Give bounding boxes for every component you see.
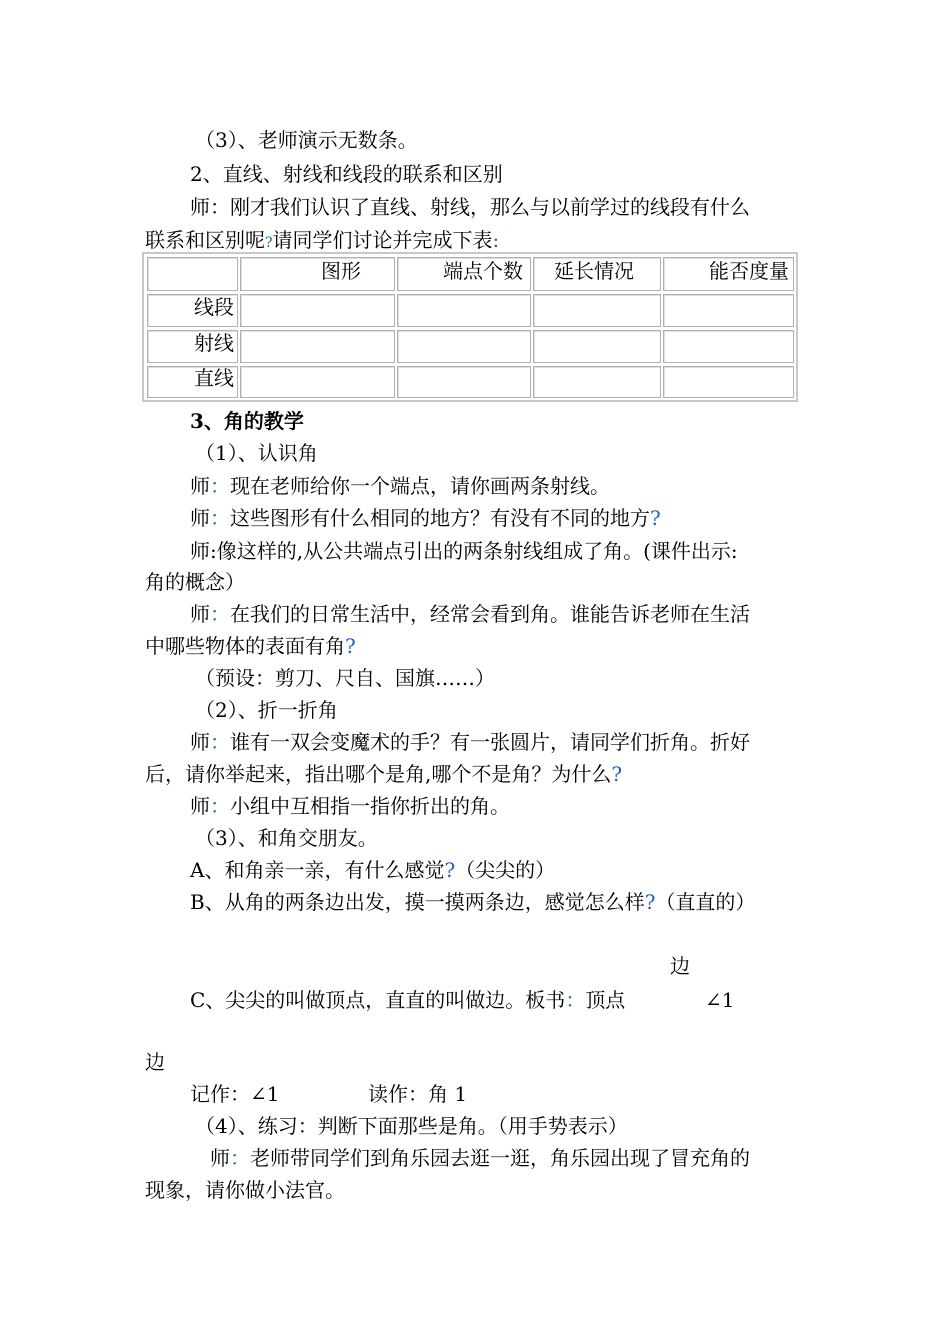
- text: 请同学们讨论并完成下表: [272, 228, 493, 252]
- text: 后，请你举起来，指出哪个是角,哪个不是角？为什么: [145, 762, 612, 786]
- subsection-4: （4）、练习：判断下面那些是角。（用手势表示）: [195, 1114, 628, 1138]
- table-cell: [397, 294, 531, 327]
- item-a: [190, 858, 555, 882]
- colon: ：: [565, 988, 586, 1012]
- step-3-line: （3）、老师演示无数条。: [195, 128, 418, 152]
- text: C、尖尖的叫做顶点，直直的叫做边。板书: [190, 988, 566, 1012]
- notation-read: 读作：角 1: [368, 1082, 468, 1106]
- table-row-label: 线段: [147, 294, 238, 327]
- teacher-line-8: [210, 1146, 750, 1170]
- question-mark: ?: [265, 235, 273, 251]
- table-header-cell: 端点个数: [397, 257, 531, 291]
- text: （直直的）: [655, 890, 756, 914]
- text: 中哪些物体的表面有角: [145, 634, 345, 658]
- table-header-cell: 能否度量: [663, 257, 794, 291]
- colon: :: [492, 228, 500, 252]
- table-cell: [533, 294, 661, 327]
- teacher-line-5-cont: [145, 634, 356, 658]
- speaker: 师: [190, 794, 210, 818]
- subsection-3: （3）、和角交朋友。: [195, 826, 378, 850]
- text: 联系和区别呢: [145, 228, 265, 252]
- teacher-line-6-cont: [145, 762, 622, 786]
- speaker: 师: [190, 602, 210, 626]
- board-angle: ∠1: [705, 988, 735, 1012]
- text: 小组中互相指一指你折出的角。: [230, 794, 510, 818]
- speaker: 师: [190, 730, 210, 754]
- table-row-label: 射线: [147, 330, 238, 363]
- text: 现在老师给你一个端点，请你画两条射线。: [230, 474, 610, 498]
- table-cell: [397, 366, 531, 398]
- preset-line: （预设：剪刀、尺自、国旗……）: [195, 666, 495, 690]
- table-cell: [240, 330, 395, 363]
- teacher-line-7: [190, 794, 510, 818]
- teacher-line-1-cont: [145, 228, 499, 255]
- board-edge-bottom: 边: [145, 1050, 165, 1074]
- table-header-cell: [147, 257, 238, 291]
- table-cell: [533, 366, 661, 398]
- question-mark: ?: [644, 890, 656, 914]
- item-c: [190, 988, 625, 1012]
- text: （尖尖的）: [455, 858, 556, 882]
- question-mark: ?: [650, 506, 661, 530]
- text: 在我们的日常生活中，经常会看到角。谁能告诉老师在生活: [230, 602, 750, 626]
- table-cell: [240, 366, 395, 398]
- table-cell: [663, 294, 794, 327]
- notation-written: 记作：∠1: [190, 1082, 280, 1106]
- colon: ：: [210, 602, 230, 626]
- text: 谁有一双会变魔术的手？有一张圆片，请同学们折角。折好: [230, 730, 750, 754]
- teacher-line-4: 师:像这样的,从公共端点引出的两条射线组成了角。(课件出示:: [190, 539, 738, 563]
- speaker: 师: [210, 1146, 230, 1170]
- section-2-heading: 2、直线、射线和线段的联系和区别: [190, 162, 503, 186]
- text: B、从角的两条边出发，摸一摸两条边，感觉怎么样: [190, 890, 645, 914]
- teacher-line-3: [190, 506, 661, 530]
- teacher-line-5: [190, 602, 750, 626]
- teacher-line-4-cont: 角的概念）: [145, 570, 245, 594]
- text: 顶点: [585, 988, 626, 1012]
- table-header-cell: 延长情况: [533, 257, 661, 291]
- colon: ：: [210, 794, 230, 818]
- section-3-heading: 3、角的教学: [190, 409, 304, 433]
- colon: ：: [210, 730, 230, 754]
- teacher-line-6: [190, 730, 750, 754]
- colon: ：: [230, 1146, 250, 1170]
- comparison-table: [142, 252, 798, 402]
- subsection-2: （2）、折一折角: [195, 698, 338, 722]
- text: 老师带同学们到角乐园去逛一逛，角乐园出现了冒充角的: [250, 1146, 750, 1170]
- text: A、和角亲一亲，有什么感觉: [190, 858, 445, 882]
- question-mark: ?: [611, 762, 623, 786]
- question-mark: ?: [345, 634, 356, 658]
- board-edge-top: 边: [670, 954, 690, 978]
- item-b: [190, 890, 755, 914]
- teacher-line-8-cont: 现象，请你做小法官。: [145, 1178, 345, 1202]
- text: 这些图形有什么相同的地方？有没有不同的地方: [230, 506, 650, 530]
- table-header-cell: 图形: [240, 257, 395, 291]
- colon: ：: [210, 474, 230, 498]
- table-cell: [240, 294, 395, 327]
- table-cell: [663, 330, 794, 363]
- table-cell: [533, 330, 661, 363]
- speaker: 师: [190, 506, 210, 530]
- colon: ：: [210, 506, 230, 530]
- teacher-line-1: 师：刚才我们认识了直线、射线，那么与以前学过的线段有什么: [190, 195, 750, 219]
- table-cell: [397, 330, 531, 363]
- speaker: 师: [190, 474, 210, 498]
- table-cell: [663, 366, 794, 398]
- teacher-line-2: [190, 474, 610, 498]
- table-row-label: 直线: [147, 366, 238, 398]
- subsection-1: （1）、认识角: [195, 441, 318, 465]
- question-mark: ?: [444, 858, 456, 882]
